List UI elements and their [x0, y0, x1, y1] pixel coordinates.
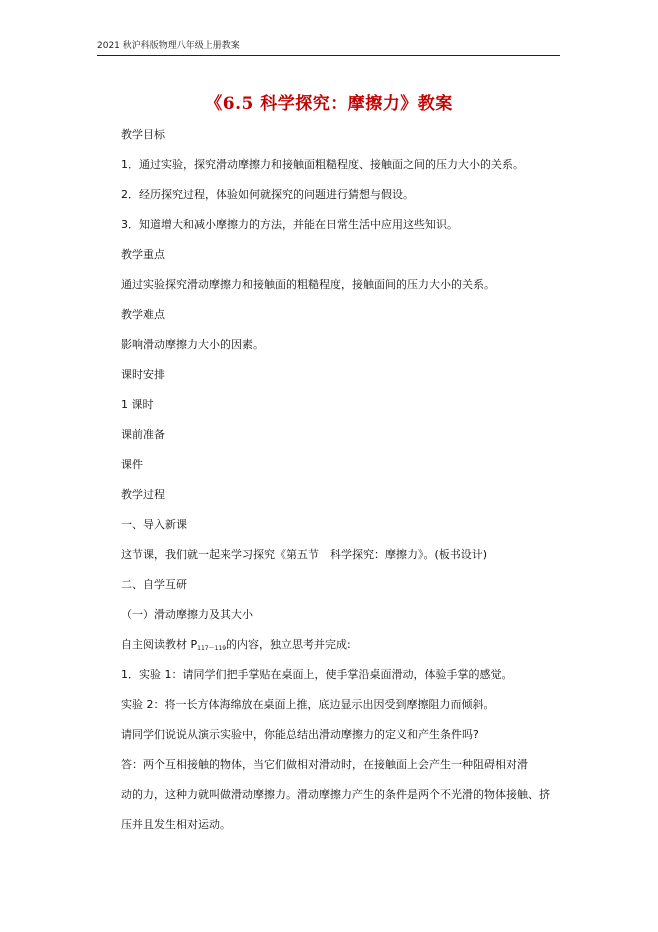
paragraph-line: 压并且发生相对运动。 [121, 818, 231, 831]
paragraph-line: 实验 2：将一长方体海绵放在桌面上推，底边显示出因受到摩擦阻力而倾斜。 [121, 698, 495, 711]
subsection-heading: 二、自学互研 [121, 578, 187, 591]
section-heading: 教学难点 [121, 308, 165, 321]
paragraph-line: 影响滑动摩擦力大小的因素。 [121, 338, 264, 351]
paragraph-line: 请同学们说说从演示实验中，你能总结出滑动摩擦力的定义和产生条件吗? [121, 728, 479, 741]
paragraph-line: 1．通过实验，探究滑动摩擦力和接触面粗糙程度、接触面之间的压力大小的关系。 [121, 158, 524, 171]
paragraph-line: 答：两个互相接触的物体，当它们做相对滑动时，在接触面上会产生一种阻碍相对滑 [121, 758, 528, 771]
section-heading: 教学过程 [121, 488, 165, 501]
paragraph-line: 通过实验探究滑动摩擦力和接触面的粗糙程度，接触面间的压力大小的关系。 [121, 278, 495, 291]
document-title: 《6.5 科学探究：摩擦力》教案 [205, 94, 453, 114]
page-range-subscript: 117～119 [197, 645, 227, 652]
section-heading: 教学目标 [121, 128, 165, 141]
section-heading: 教学重点 [121, 248, 165, 261]
section-heading: 课前准备 [121, 428, 165, 441]
paragraph-line: 2．经历探究过程，体验如何就探究的问题进行猜想与假设。 [121, 188, 414, 201]
section-heading: 课时安排 [121, 368, 165, 381]
paragraph-line: 这节课，我们就一起来学习探究《第五节 科学探究：摩擦力》。(板书设计) [121, 548, 488, 561]
paragraph-line: 动的力，这种力就叫做滑动摩擦力。滑动摩擦力产生的条件是两个不光滑的物体接触、挤 [121, 788, 550, 801]
reading-text: 自主阅读教材 P [121, 638, 198, 651]
paragraph-line: 1．实验 1：请同学们把手掌贴在桌面上，使手掌沿桌面滑动，体验手掌的感觉。 [121, 668, 513, 681]
subsection-heading: 一、导入新课 [121, 518, 187, 531]
page-header: 2021 秋沪科版物理八年级上册教案 [97, 39, 560, 56]
reading-instruction [121, 637, 351, 657]
reading-text: 的内容，独立思考并完成: [226, 638, 351, 651]
paragraph-line: 3．知道增大和减小摩擦力的方法，并能在日常生活中应用这些知识。 [121, 218, 458, 231]
paragraph-line: 1 课时 [121, 398, 154, 411]
subsection-heading: （一）滑动摩擦力及其大小 [121, 608, 253, 621]
paragraph-line: 课件 [121, 458, 143, 471]
